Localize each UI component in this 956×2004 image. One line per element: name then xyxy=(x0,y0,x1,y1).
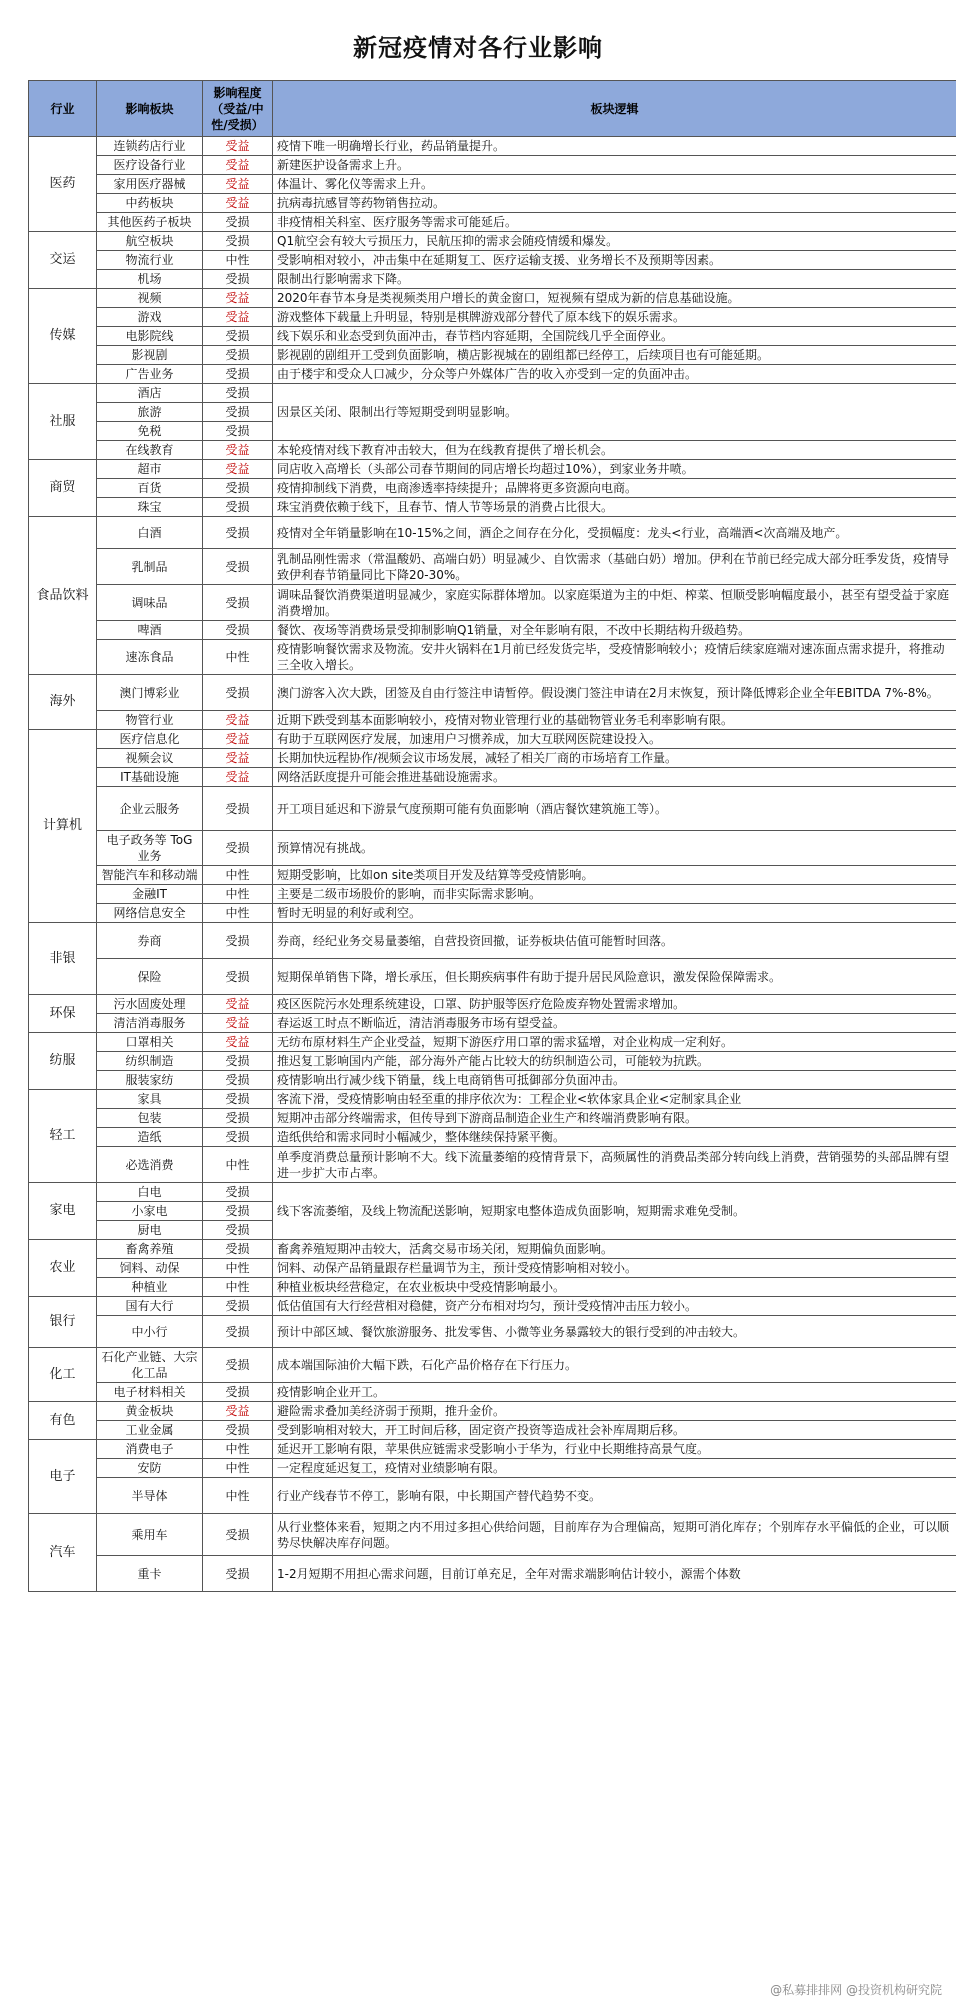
impact-level-cell: 受损 xyxy=(203,517,273,549)
table-row xyxy=(29,1348,956,1383)
sector-logic-cell: 主要是二级市场股价的影响，而非实际需求影响。 xyxy=(273,885,956,904)
sector-cell: 视频 xyxy=(97,289,203,308)
table-row xyxy=(29,384,956,403)
sector-cell: 种植业 xyxy=(97,1278,203,1297)
table-row xyxy=(29,1240,956,1259)
impact-level-cell: 受损 xyxy=(203,1514,273,1556)
sector-logic-cell: 受到影响相对较大，开工时间后移，固定资产投资等造成社会补库周期后移。 xyxy=(273,1421,956,1440)
sector-logic-cell: 疫情影响企业开工。 xyxy=(273,1383,956,1402)
sector-cell: 企业云服务 xyxy=(97,787,203,831)
impact-level-cell: 受损 xyxy=(203,831,273,866)
sector-logic-cell: 2020年春节本身是类视频类用户增长的黄金窗口，短视频有望成为新的信息基础设施。 xyxy=(273,289,956,308)
impact-level-cell: 受损 xyxy=(203,1348,273,1383)
impact-level-cell: 受损 xyxy=(203,1109,273,1128)
impact-level-cell: 受损 xyxy=(203,327,273,346)
sector-cell: 免税 xyxy=(97,422,203,441)
sector-cell: 电影院线 xyxy=(97,327,203,346)
table-row xyxy=(29,1297,956,1316)
header-industry: 行业 xyxy=(29,81,97,137)
impact-level-cell: 受益 xyxy=(203,1402,273,1421)
sector-logic-cell: 因景区关闭、限制出行等短期受到明显影响。 xyxy=(273,384,956,441)
sector-cell: 必选消费 xyxy=(97,1147,203,1183)
table-row xyxy=(29,327,956,346)
industry-cell: 银行 xyxy=(29,1297,97,1348)
table-row xyxy=(29,1033,956,1052)
sector-logic-cell: 网络活跃度提升可能会推进基础设施需求。 xyxy=(273,768,956,787)
sector-logic-cell: 延迟开工影响有限，苹果供应链需求受影响小于华为，行业中长期维持高景气度。 xyxy=(273,1440,956,1459)
sector-cell: 澳门博彩业 xyxy=(97,675,203,711)
sector-logic-cell: 预计中部区域、餐饮旅游服务、批发零售、小微等业务暴露较大的银行受到的冲击较大。 xyxy=(273,1316,956,1348)
sector-cell: 污水固废处理 xyxy=(97,995,203,1014)
sector-cell: 清洁消毒服务 xyxy=(97,1014,203,1033)
sector-cell: 游戏 xyxy=(97,308,203,327)
sector-cell: 造纸 xyxy=(97,1128,203,1147)
sector-cell: 珠宝 xyxy=(97,498,203,517)
impact-level-cell: 受损 xyxy=(203,675,273,711)
sector-logic-cell: 1-2月短期不用担心需求问题，目前订单充足，全年对需求端影响估计较小，源需个体数 xyxy=(273,1556,956,1592)
table-row xyxy=(29,194,956,213)
table-row xyxy=(29,1440,956,1459)
sector-cell: 半导体 xyxy=(97,1478,203,1514)
sector-logic-cell: 新建医护设备需求上升。 xyxy=(273,156,956,175)
table-row xyxy=(29,866,956,885)
sector-cell: 旅游 xyxy=(97,403,203,422)
impact-level-cell: 中性 xyxy=(203,1259,273,1278)
table-row xyxy=(29,749,956,768)
sector-logic-cell: 短期保单销售下降，增长承压，但长期疾病事件有助于提升居民风险意识，激发保险保障需求。 xyxy=(273,959,956,995)
sector-cell: 酒店 xyxy=(97,384,203,403)
impact-level-cell: 中性 xyxy=(203,1478,273,1514)
sector-cell: 其他医药子板块 xyxy=(97,213,203,232)
sector-logic-cell: 珠宝消费依赖于线下，且春节、情人节等场景的消费占比很大。 xyxy=(273,498,956,517)
sector-logic-cell: 避险需求叠加美经济弱于预期，推升金价。 xyxy=(273,1402,956,1421)
impact-level-cell: 受损 xyxy=(203,1071,273,1090)
sector-cell: 家具 xyxy=(97,1090,203,1109)
sector-logic-cell: 游戏整体下载量上升明显，特别是棋牌游戏部分替代了原本线下的娱乐需求。 xyxy=(273,308,956,327)
table-row xyxy=(29,730,956,749)
table-row xyxy=(29,585,956,621)
sector-logic-cell: 开工项目延迟和下游景气度预期可能有负面影响（酒店餐饮建筑施工等）。 xyxy=(273,787,956,831)
table-row xyxy=(29,365,956,384)
sector-logic-cell: 受影响相对较小，冲击集中在延期复工、医疗运输支援、业务增长不及预期等因素。 xyxy=(273,251,956,270)
sector-cell: 视频会议 xyxy=(97,749,203,768)
sector-cell: 纺织制造 xyxy=(97,1052,203,1071)
table-row xyxy=(29,1052,956,1071)
impact-level-cell: 受益 xyxy=(203,711,273,730)
impact-level-cell: 受损 xyxy=(203,213,273,232)
sector-cell: 家用医疗器械 xyxy=(97,175,203,194)
impact-level-cell: 中性 xyxy=(203,1459,273,1478)
sector-logic-cell: 单季度消费总量预计影响不大。线下流量萎缩的疫情背景下，高频属性的消费品类部分转向线上消费，营销强势的头部品牌有望进一步扩大市占率。 xyxy=(273,1147,956,1183)
sector-logic-cell: 线下娱乐和业态受到负面冲击，春节档内容延期，全国院线几乎全面停业。 xyxy=(273,327,956,346)
impact-level-cell: 受益 xyxy=(203,1033,273,1052)
sector-cell: 石化产业链、大宗化工品 xyxy=(97,1348,203,1383)
industry-impact-table xyxy=(28,80,956,1592)
sector-logic-cell: 同店收入高增长（头部公司春节期间的同店增长均超过10%），到家业务井喷。 xyxy=(273,460,956,479)
industry-cell: 农业 xyxy=(29,1240,97,1297)
sector-logic-cell: 调味品餐饮消费渠道明显减少，家庭实际群体增加。以家庭渠道为主的中炬、榨菜、恒顺受影响幅度最小，甚至有望受益于家庭消费增加。 xyxy=(273,585,956,621)
impact-level-cell: 中性 xyxy=(203,1440,273,1459)
table-row xyxy=(29,768,956,787)
impact-level-cell: 受损 xyxy=(203,232,273,251)
sector-cell: 厨电 xyxy=(97,1221,203,1240)
sector-logic-cell: 推迟复工影响国内产能，部分海外产能占比较大的纺织制造公司，可能较为抗跌。 xyxy=(273,1052,956,1071)
sector-cell: 调味品 xyxy=(97,585,203,621)
industry-cell: 商贸 xyxy=(29,460,97,517)
table-row xyxy=(29,460,956,479)
industry-cell: 轻工 xyxy=(29,1090,97,1183)
table-row xyxy=(29,251,956,270)
industry-cell: 计算机 xyxy=(29,730,97,923)
sector-cell: 啤酒 xyxy=(97,621,203,640)
impact-level-cell: 受益 xyxy=(203,441,273,460)
sector-logic-cell: 餐饮、夜场等消费场景受抑制影响Q1销量，对全年影响有限，不改中长期结构升级趋势。 xyxy=(273,621,956,640)
table-row xyxy=(29,1259,956,1278)
impact-level-cell: 中性 xyxy=(203,1147,273,1183)
sector-cell: 工业金属 xyxy=(97,1421,203,1440)
sector-logic-cell: 低估值国有大行经营相对稳健，资产分布相对均匀，预计受疫情冲击压力较小。 xyxy=(273,1297,956,1316)
impact-level-cell: 受损 xyxy=(203,498,273,517)
industry-cell: 交运 xyxy=(29,232,97,289)
table-row xyxy=(29,549,956,585)
table-row xyxy=(29,1421,956,1440)
table-row xyxy=(29,885,956,904)
impact-level-cell: 受损 xyxy=(203,1556,273,1592)
watermark-text: @私募排排网 @投资机构研究院 xyxy=(770,1983,942,1997)
impact-level-cell: 受损 xyxy=(203,1128,273,1147)
table-row xyxy=(29,923,956,959)
impact-level-cell: 受益 xyxy=(203,289,273,308)
table-row xyxy=(29,175,956,194)
impact-level-cell: 受损 xyxy=(203,1240,273,1259)
impact-level-cell: 中性 xyxy=(203,1278,273,1297)
table-row xyxy=(29,904,956,923)
sector-logic-cell: 暂时无明显的利好或利空。 xyxy=(273,904,956,923)
impact-level-cell: 受益 xyxy=(203,194,273,213)
header-sector-logic: 板块逻辑 xyxy=(273,81,956,137)
sector-cell: 中小行 xyxy=(97,1316,203,1348)
header-sector: 影响板块 xyxy=(97,81,203,137)
sector-logic-cell: 疫区医院污水处理系统建设，口罩、防护服等医疗危险废弃物处置需求增加。 xyxy=(273,995,956,1014)
industry-cell: 环保 xyxy=(29,995,97,1033)
sector-logic-cell: 由于楼宇和受众人口减少，分众等户外媒体广告的收入亦受到一定的负面冲击。 xyxy=(273,365,956,384)
industry-cell: 食品饮料 xyxy=(29,517,97,675)
sector-cell: 重卡 xyxy=(97,1556,203,1592)
sector-logic-cell: 成本端国际油价大幅下跌，石化产品价格存在下行压力。 xyxy=(273,1348,956,1383)
impact-level-cell: 中性 xyxy=(203,640,273,675)
sector-cell: 在线教育 xyxy=(97,441,203,460)
table-row xyxy=(29,1183,956,1202)
sector-logic-cell: 有助于互联网医疗发展，加速用户习惯养成，加大互联网医院建设投入。 xyxy=(273,730,956,749)
impact-level-cell: 受益 xyxy=(203,308,273,327)
industry-cell: 有色 xyxy=(29,1402,97,1440)
sector-cell: 包装 xyxy=(97,1109,203,1128)
sector-logic-cell: 行业产线春节不停工，影响有限，中长期国产替代趋势不变。 xyxy=(273,1478,956,1514)
sector-logic-cell: 澳门游客入次大跌，团签及自由行签注申请暂停。假设澳门签注申请在2月末恢复，预计降低博彩企业全年EBITDA 7%-8%。 xyxy=(273,675,956,711)
table-row xyxy=(29,1278,956,1297)
sector-cell: 广告业务 xyxy=(97,365,203,384)
sector-cell: 电子材料相关 xyxy=(97,1383,203,1402)
sector-logic-cell: 一定程度延迟复工，疫情对业绩影响有限。 xyxy=(273,1459,956,1478)
impact-level-cell: 受益 xyxy=(203,1014,273,1033)
impact-level-cell: 受损 xyxy=(203,585,273,621)
impact-level-cell: 中性 xyxy=(203,885,273,904)
impact-level-cell: 受益 xyxy=(203,995,273,1014)
impact-level-cell: 中性 xyxy=(203,251,273,270)
sector-cell: 影视剧 xyxy=(97,346,203,365)
impact-level-cell: 受损 xyxy=(203,1421,273,1440)
sector-logic-cell: 饲料、动保产品销量跟存栏量调节为主，预计受疫情影响相对较小。 xyxy=(273,1259,956,1278)
impact-level-cell: 受损 xyxy=(203,923,273,959)
impact-level-cell: 受益 xyxy=(203,730,273,749)
impact-level-cell: 中性 xyxy=(203,904,273,923)
table-row xyxy=(29,1014,956,1033)
sector-cell: 网络信息安全 xyxy=(97,904,203,923)
impact-level-cell: 受损 xyxy=(203,1090,273,1109)
sector-logic-cell: 线下客流萎缩，及线上物流配送影响，短期家电整体造成负面影响，短期需求难免受制。 xyxy=(273,1183,956,1240)
sector-cell: 黄金板块 xyxy=(97,1402,203,1421)
sector-logic-cell: 券商，经纪业务交易量萎缩，自营投资回撤，证券板块估值可能暂时回落。 xyxy=(273,923,956,959)
industry-cell: 传媒 xyxy=(29,289,97,384)
industry-cell: 化工 xyxy=(29,1348,97,1402)
impact-level-cell: 受损 xyxy=(203,959,273,995)
sector-cell: 智能汽车和移动端 xyxy=(97,866,203,885)
impact-level-cell: 受损 xyxy=(203,346,273,365)
sector-cell: 饲料、动保 xyxy=(97,1259,203,1278)
impact-level-cell: 受损 xyxy=(203,1297,273,1316)
sector-cell: 券商 xyxy=(97,923,203,959)
industry-cell: 电子 xyxy=(29,1440,97,1514)
sector-cell: 速冻食品 xyxy=(97,640,203,675)
sector-logic-cell: 疫情抑制线下消费，电商渗透率持续提升；品牌将更多资源向电商。 xyxy=(273,479,956,498)
impact-level-cell: 受损 xyxy=(203,479,273,498)
table-row xyxy=(29,156,956,175)
table-row xyxy=(29,1478,956,1514)
table-body xyxy=(29,137,956,1592)
sector-cell: 口罩相关 xyxy=(97,1033,203,1052)
impact-level-cell: 受益 xyxy=(203,156,273,175)
table-row xyxy=(29,289,956,308)
industry-cell: 社服 xyxy=(29,384,97,460)
table-row xyxy=(29,1316,956,1348)
table-row xyxy=(29,640,956,675)
sector-logic-cell: 近期下跌受到基本面影响较小，疫情对物业管理行业的基础物管业务毛利率影响有限。 xyxy=(273,711,956,730)
impact-level-cell: 受损 xyxy=(203,270,273,289)
table-row xyxy=(29,1128,956,1147)
industry-cell: 医药 xyxy=(29,137,97,232)
table-row xyxy=(29,1090,956,1109)
impact-level-cell: 受益 xyxy=(203,175,273,194)
table-header-row xyxy=(29,81,956,137)
sector-cell: 安防 xyxy=(97,1459,203,1478)
sector-logic-cell: 疫情影响出行减少线下销量，线上电商销售可抵御部分负面冲击。 xyxy=(273,1071,956,1090)
sector-cell: 超市 xyxy=(97,460,203,479)
sector-logic-cell: 乳制品刚性需求（常温酸奶、高端白奶）明显减少、自饮需求（基础白奶）增加。伊利在节前已经完成大部分旺季发货，疫情导致伊利春节销量同比下降20-30%。 xyxy=(273,549,956,585)
table-row xyxy=(29,1459,956,1478)
sector-cell: 连锁药店行业 xyxy=(97,137,203,156)
table-row xyxy=(29,675,956,711)
table-row xyxy=(29,711,956,730)
impact-level-cell: 受损 xyxy=(203,1221,273,1240)
table-row xyxy=(29,1402,956,1421)
sector-cell: 服装家纺 xyxy=(97,1071,203,1090)
table-row xyxy=(29,621,956,640)
sector-cell: 白电 xyxy=(97,1183,203,1202)
impact-level-cell: 受损 xyxy=(203,403,273,422)
table-row xyxy=(29,1556,956,1592)
impact-level-cell: 中性 xyxy=(203,866,273,885)
industry-cell: 汽车 xyxy=(29,1514,97,1592)
table-row xyxy=(29,213,956,232)
table-row xyxy=(29,831,956,866)
sector-logic-cell: 从行业整体来看，短期之内不用过多担心供给问题，目前库存为合理偏高，短期可消化库存；个别库存水平偏低的企业，可以顺势尽快解决库存问题。 xyxy=(273,1514,956,1556)
impact-level-cell: 受益 xyxy=(203,460,273,479)
sector-cell: 机场 xyxy=(97,270,203,289)
sector-logic-cell: 预算情况有挑战。 xyxy=(273,831,956,866)
sector-cell: 消费电子 xyxy=(97,1440,203,1459)
sector-cell: 百货 xyxy=(97,479,203,498)
industry-cell: 非银 xyxy=(29,923,97,995)
sector-cell: 保险 xyxy=(97,959,203,995)
sector-cell: 电子政务等 ToG 业务 xyxy=(97,831,203,866)
sector-cell: IT基础设施 xyxy=(97,768,203,787)
sector-logic-cell: 非疫情相关科室、医疗服务等需求可能延后。 xyxy=(273,213,956,232)
impact-level-cell: 受损 xyxy=(203,787,273,831)
sector-cell: 小家电 xyxy=(97,1202,203,1221)
sector-logic-cell: 畜禽养殖短期冲击较大，活禽交易市场关闭，短期偏负面影响。 xyxy=(273,1240,956,1259)
sector-logic-cell: 造纸供给和需求同时小幅减少，整体继续保持紧平衡。 xyxy=(273,1128,956,1147)
sector-logic-cell: 疫情影响餐饮需求及物流。安井火锅料在1月前已经发货完毕，受疫情影响较小；疫情后续家庭端对速冻面点需求提升，将推动三全收入增长。 xyxy=(273,640,956,675)
sector-logic-cell: Q1航空会有较大亏损压力，民航压抑的需求会随疫情缓和爆发。 xyxy=(273,232,956,251)
sector-cell: 物管行业 xyxy=(97,711,203,730)
sector-logic-cell: 客流下滑，受疫情影响由轻至重的排序依次为：工程企业<软体家具企业<定制家具企业 xyxy=(273,1090,956,1109)
impact-level-cell: 受益 xyxy=(203,137,273,156)
sector-cell: 航空板块 xyxy=(97,232,203,251)
sector-cell: 医疗设备行业 xyxy=(97,156,203,175)
sector-logic-cell: 春运返工时点不断临近，清洁消毒服务市场有望受益。 xyxy=(273,1014,956,1033)
sector-cell: 畜禽养殖 xyxy=(97,1240,203,1259)
table-row xyxy=(29,137,956,156)
table-row xyxy=(29,995,956,1014)
sector-logic-cell: 无纺布原材料生产企业受益，短期下游医疗用口罩的需求猛增，对企业构成一定利好。 xyxy=(273,1033,956,1052)
table-row xyxy=(29,517,956,549)
industry-cell: 家电 xyxy=(29,1183,97,1240)
sector-cell: 乘用车 xyxy=(97,1514,203,1556)
sector-cell: 医疗信息化 xyxy=(97,730,203,749)
impact-level-cell: 受益 xyxy=(203,768,273,787)
table-row xyxy=(29,308,956,327)
impact-level-cell: 受损 xyxy=(203,621,273,640)
industry-cell: 纺服 xyxy=(29,1033,97,1090)
sector-logic-cell: 本轮疫情对线下教育冲击较大，但为在线教育提供了增长机会。 xyxy=(273,441,956,460)
header-impact-level: 影响程度（受益/中性/受损） xyxy=(203,81,273,137)
sector-cell: 白酒 xyxy=(97,517,203,549)
sector-logic-cell: 短期冲击部分终端需求，但传导到下游商品制造企业生产和终端消费影响有限。 xyxy=(273,1109,956,1128)
table-row xyxy=(29,270,956,289)
sector-cell: 金融IT xyxy=(97,885,203,904)
table-row xyxy=(29,1109,956,1128)
impact-level-cell: 受损 xyxy=(203,365,273,384)
sector-logic-cell: 种植业板块经营稳定，在农业板块中受疫情影响最小。 xyxy=(273,1278,956,1297)
sector-cell: 国有大行 xyxy=(97,1297,203,1316)
table-row xyxy=(29,959,956,995)
impact-level-cell: 受损 xyxy=(203,1202,273,1221)
impact-level-cell: 受损 xyxy=(203,549,273,585)
table-row xyxy=(29,479,956,498)
sector-logic-cell: 抗病毒抗感冒等药物销售拉动。 xyxy=(273,194,956,213)
table-row xyxy=(29,232,956,251)
sector-logic-cell: 体温计、雾化仪等需求上升。 xyxy=(273,175,956,194)
sector-logic-cell: 疫情对全年销量影响在10-15%之间，酒企之间存在分化，受损幅度：龙头<行业，高端酒<次高端及地产。 xyxy=(273,517,956,549)
impact-level-cell: 受损 xyxy=(203,384,273,403)
sector-cell: 中药板块 xyxy=(97,194,203,213)
table-row xyxy=(29,498,956,517)
industry-cell: 海外 xyxy=(29,675,97,730)
sector-logic-cell: 短期受影响，比如on site类项目开发及结算等受疫情影响。 xyxy=(273,866,956,885)
sector-logic-cell: 长期加快远程协作/视频会议市场发展，减轻了相关厂商的市场培育工作量。 xyxy=(273,749,956,768)
sector-cell: 乳制品 xyxy=(97,549,203,585)
impact-level-cell: 受损 xyxy=(203,422,273,441)
impact-level-cell: 受损 xyxy=(203,1383,273,1402)
page-title: 新冠疫情对各行业影响 xyxy=(353,34,603,62)
sector-logic-cell: 疫情下唯一明确增长行业，药品销量提升。 xyxy=(273,137,956,156)
table-row xyxy=(29,441,956,460)
table-row xyxy=(29,1071,956,1090)
sector-cell: 物流行业 xyxy=(97,251,203,270)
sector-logic-cell: 限制出行影响需求下降。 xyxy=(273,270,956,289)
impact-level-cell: 受益 xyxy=(203,749,273,768)
table-row xyxy=(29,787,956,831)
sector-logic-cell: 影视剧的剧组开工受到负面影响，横店影视城在的剧组都已经停工，后续项目也有可能延期。 xyxy=(273,346,956,365)
table-row xyxy=(29,346,956,365)
table-row xyxy=(29,1514,956,1556)
impact-level-cell: 受损 xyxy=(203,1183,273,1202)
impact-level-cell: 受损 xyxy=(203,1052,273,1071)
table-row xyxy=(29,1383,956,1402)
impact-level-cell: 受损 xyxy=(203,1316,273,1348)
table-row xyxy=(29,1147,956,1183)
